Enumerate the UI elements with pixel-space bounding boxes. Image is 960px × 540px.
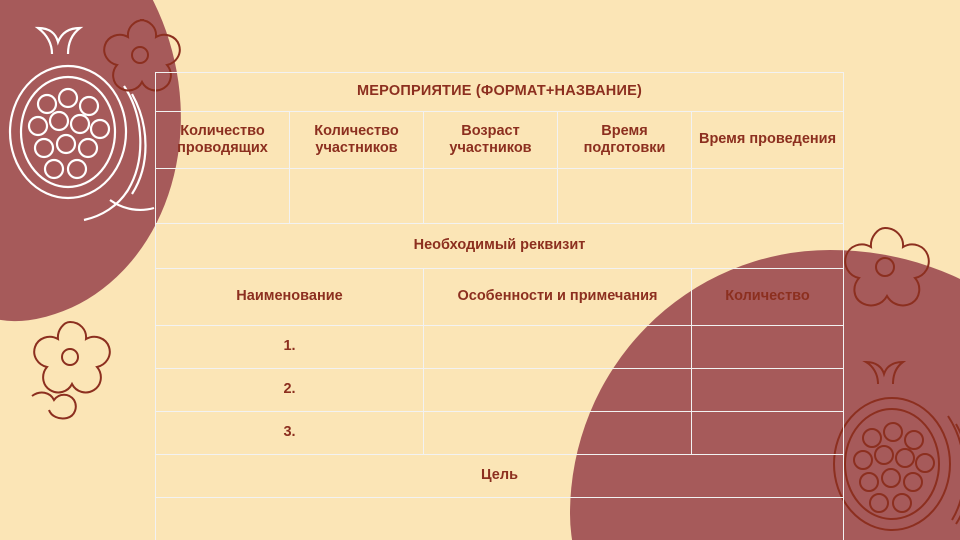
header-age-participants: Возраст участников [424, 112, 558, 169]
table-row-prop-2 [156, 369, 844, 412]
prop-3-quantity[interactable] [692, 412, 844, 455]
header-prop-name: Наименование [156, 269, 424, 326]
header-prop-notes: Особенности и примечания [424, 269, 692, 326]
header-count-participants: Количество участников [290, 112, 424, 169]
prop-3-number[interactable]: 3. [156, 412, 424, 455]
header-count-leaders: Количество проводящих [156, 112, 290, 169]
prop-1-number[interactable]: 1. [156, 326, 424, 369]
table-row-goal-value [156, 498, 844, 540]
prop-2-notes[interactable] [424, 369, 692, 412]
table-row-prop-3 [156, 412, 844, 455]
prop-1-notes[interactable] [424, 326, 692, 369]
field-age-participants[interactable] [424, 169, 558, 224]
prop-2-quantity[interactable] [692, 369, 844, 412]
header-prep-time: Время подготовки [558, 112, 692, 169]
field-event-time[interactable] [692, 169, 844, 224]
field-count-leaders[interactable] [156, 169, 290, 224]
goal-field[interactable] [156, 498, 844, 540]
field-prep-time[interactable] [558, 169, 692, 224]
table-row-title [156, 73, 844, 112]
field-count-participants[interactable] [290, 169, 424, 224]
prop-2-number[interactable]: 2. [156, 369, 424, 412]
table-title: МЕРОПРИЯТИЕ (ФОРМАТ+НАЗВАНИЕ) [156, 73, 844, 112]
table-row-goal-label [156, 455, 844, 498]
prop-3-notes[interactable] [424, 412, 692, 455]
table-row-prop-1 [156, 326, 844, 369]
table-row-props-headers [156, 269, 844, 326]
header-prop-quantity: Количество [692, 269, 844, 326]
header-event-time: Время проведения [692, 112, 844, 169]
goal-label: Цель [156, 455, 844, 498]
table-row-values [156, 169, 844, 224]
props-section-title: Необходимый реквизит [156, 224, 844, 269]
event-form-table [155, 72, 843, 540]
prop-1-quantity[interactable] [692, 326, 844, 369]
table-row-props-section [156, 224, 844, 269]
table-row-headers [156, 112, 844, 169]
